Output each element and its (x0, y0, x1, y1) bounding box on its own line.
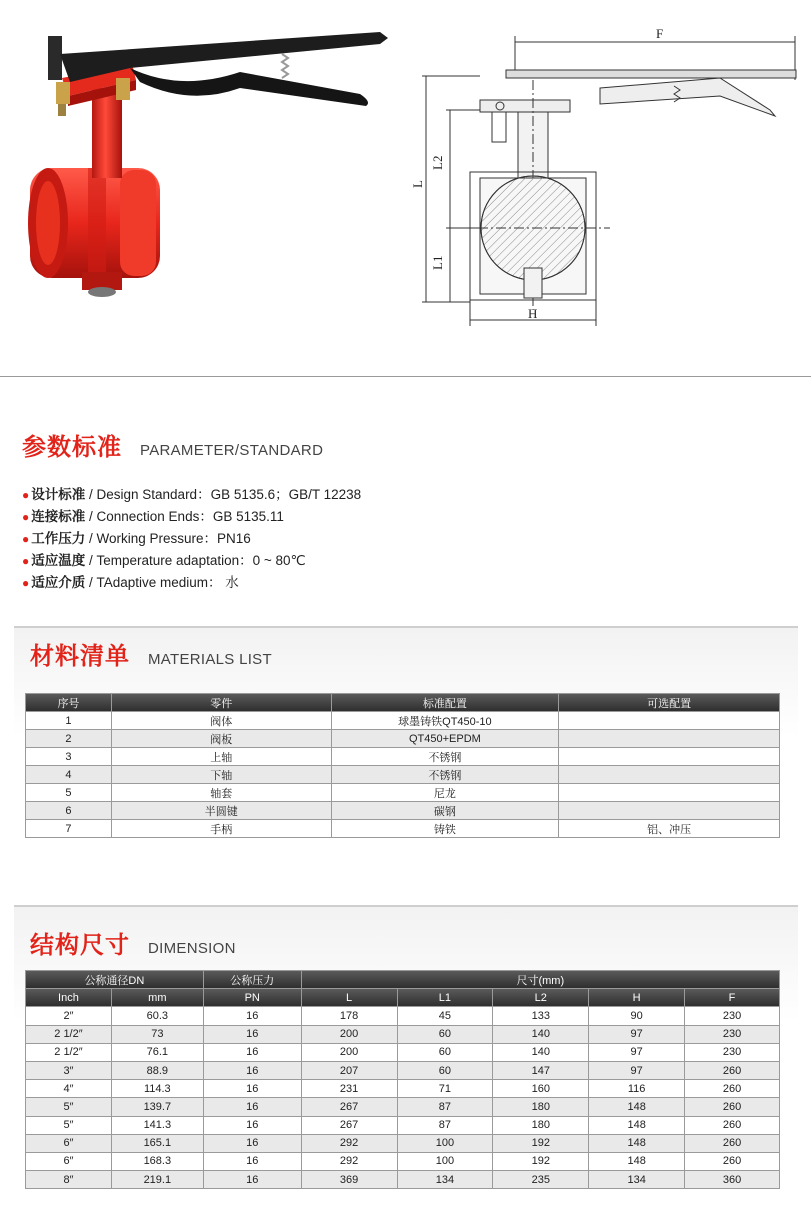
table-cell: 16 (203, 1116, 301, 1134)
materials-section-title (30, 636, 272, 671)
table-cell: 148 (589, 1134, 685, 1152)
dimension-header-pressure: 公称压力 (203, 971, 301, 989)
table-cell: 360 (685, 1171, 780, 1189)
table-cell: 235 (493, 1171, 589, 1189)
table-cell: 139.7 (111, 1098, 203, 1116)
dimension-sub-H: H (589, 989, 685, 1007)
table-cell: 1 (26, 712, 112, 730)
materials-header-standard: 标准配置 (331, 694, 559, 712)
table-cell: 369 (301, 1171, 397, 1189)
table-cell: 165.1 (111, 1134, 203, 1152)
table-cell: 141.3 (111, 1116, 203, 1134)
table-cell: 140 (493, 1025, 589, 1043)
table-cell: 114.3 (111, 1080, 203, 1098)
table-cell: 260 (685, 1061, 780, 1079)
dim-label-L1: L1 (430, 255, 445, 270)
table-cell: 292 (301, 1134, 397, 1152)
table-cell: 116 (589, 1080, 685, 1098)
table-cell: 16 (203, 1152, 301, 1170)
table-cell: 292 (301, 1152, 397, 1170)
table-cell: 180 (493, 1098, 589, 1116)
table-cell: 6″ (26, 1152, 112, 1170)
table-cell: 90 (589, 1007, 685, 1025)
materials-header-part: 零件 (111, 694, 331, 712)
dimension-sub-inch: Inch (26, 989, 112, 1007)
materials-row (26, 748, 780, 766)
table-cell: 207 (301, 1061, 397, 1079)
table-cell: 60 (397, 1025, 493, 1043)
table-cell: 球墨铸铁QT450-10 (331, 712, 559, 730)
materials-row (26, 730, 780, 748)
table-cell: 260 (685, 1152, 780, 1170)
dimension-row (26, 1171, 780, 1189)
dimension-section-title (30, 925, 236, 960)
table-cell: 5″ (26, 1116, 112, 1134)
table-cell: 260 (685, 1134, 780, 1152)
table-cell: 6 (26, 802, 112, 820)
table-cell: 76.1 (111, 1043, 203, 1061)
dimension-sub-L2: L2 (493, 989, 589, 1007)
dim-label-F: F (656, 26, 664, 41)
param-connection-ends: ● 连接标准 / Connection Ends：GB 5135.11 (22, 509, 284, 524)
table-cell: 87 (397, 1116, 493, 1134)
parameter-title-en: PARAMETER/STANDARD (140, 442, 324, 459)
dimension-header-size: 尺寸(mm) (301, 971, 779, 989)
table-cell: 148 (589, 1152, 685, 1170)
table-cell: 16 (203, 1098, 301, 1116)
table-cell: 231 (301, 1080, 397, 1098)
table-cell: 尼龙 (331, 784, 559, 802)
table-cell: 铸铁 (331, 820, 559, 838)
table-cell: 2 1/2″ (26, 1025, 112, 1043)
materials-header-index: 序号 (26, 694, 112, 712)
table-cell: 230 (685, 1025, 780, 1043)
table-cell: 16 (203, 1134, 301, 1152)
table-cell: 不锈钢 (331, 766, 559, 784)
table-cell: 178 (301, 1007, 397, 1025)
valve-photo (20, 20, 400, 310)
dim-label-L2: L2 (430, 155, 445, 170)
table-cell: 100 (397, 1152, 493, 1170)
table-cell: 97 (589, 1025, 685, 1043)
table-cell: 16 (203, 1171, 301, 1189)
table-cell: 87 (397, 1098, 493, 1116)
table-cell (559, 766, 780, 784)
table-cell: 260 (685, 1116, 780, 1134)
dimension-row (26, 1061, 780, 1079)
table-cell: 148 (589, 1098, 685, 1116)
table-cell: 轴套 (111, 784, 331, 802)
table-cell: 230 (685, 1007, 780, 1025)
table-cell: 100 (397, 1134, 493, 1152)
table-cell: 73 (111, 1025, 203, 1043)
table-cell: 4 (26, 766, 112, 784)
table-cell: 2″ (26, 1007, 112, 1025)
table-cell: 16 (203, 1007, 301, 1025)
table-cell: 下轴 (111, 766, 331, 784)
table-cell: 219.1 (111, 1171, 203, 1189)
table-cell: 手柄 (111, 820, 331, 838)
table-cell: 5 (26, 784, 112, 802)
table-cell: 134 (589, 1171, 685, 1189)
table-cell: 97 (589, 1043, 685, 1061)
table-cell: 半圆键 (111, 802, 331, 820)
table-cell: 71 (397, 1080, 493, 1098)
param-medium: ● 适应介质 / TAdaptive medium： 水 (22, 575, 239, 590)
materials-row (26, 802, 780, 820)
dimension-row (26, 1116, 780, 1134)
dimension-row (26, 1007, 780, 1025)
table-cell: 8″ (26, 1171, 112, 1189)
param-temperature: ● 适应温度 / Temperature adaptation：0 ~ 80℃ (22, 553, 306, 568)
materials-row (26, 820, 780, 838)
param-design-standard: ● 设计标准 / Design Standard：GB 5135.6；GB/T 12238 (22, 487, 362, 502)
dimension-sub-L1: L1 (397, 989, 493, 1007)
materials-row (26, 784, 780, 802)
table-cell (559, 784, 780, 802)
table-cell: 16 (203, 1043, 301, 1061)
materials-title-cn: 材料清单 (30, 643, 130, 670)
materials-table (25, 693, 780, 838)
table-cell: 97 (589, 1061, 685, 1079)
table-cell (559, 712, 780, 730)
dimension-row (26, 1134, 780, 1152)
table-cell: 60 (397, 1043, 493, 1061)
table-cell: 铝、冲压 (559, 820, 780, 838)
table-cell: 160 (493, 1080, 589, 1098)
table-cell: 200 (301, 1043, 397, 1061)
table-cell: 148 (589, 1116, 685, 1134)
dimension-sub-mm: mm (111, 989, 203, 1007)
dimension-drawing (410, 20, 805, 335)
table-cell: 180 (493, 1116, 589, 1134)
table-cell: 230 (685, 1043, 780, 1061)
dimension-header-dn: 公称通径DN (26, 971, 204, 989)
materials-row (26, 712, 780, 730)
materials-header-optional: 可选配置 (559, 694, 780, 712)
table-cell: 阀板 (111, 730, 331, 748)
dimension-sub-F: F (685, 989, 780, 1007)
table-cell: 267 (301, 1098, 397, 1116)
table-cell: 200 (301, 1025, 397, 1043)
table-cell (559, 748, 780, 766)
dimension-table (25, 970, 780, 1189)
table-cell: 260 (685, 1098, 780, 1116)
table-cell: 192 (493, 1134, 589, 1152)
dimension-row (26, 1043, 780, 1061)
divider (0, 376, 811, 377)
dimension-title-en: DIMENSION (148, 940, 236, 957)
dimension-title-cn: 结构尺寸 (30, 932, 130, 959)
table-cell: 不锈钢 (331, 748, 559, 766)
dimension-row (26, 1098, 780, 1116)
table-cell: 5″ (26, 1098, 112, 1116)
table-cell: 192 (493, 1152, 589, 1170)
dimension-sub-L: L (301, 989, 397, 1007)
table-cell: 134 (397, 1171, 493, 1189)
table-cell: 260 (685, 1080, 780, 1098)
table-cell: 碳钢 (331, 802, 559, 820)
materials-title-en: MATERIALS LIST (148, 651, 272, 668)
table-cell: 168.3 (111, 1152, 203, 1170)
table-cell: 147 (493, 1061, 589, 1079)
parameter-list (22, 484, 522, 594)
table-cell: 140 (493, 1043, 589, 1061)
table-cell: 60.3 (111, 1007, 203, 1025)
table-cell: 3 (26, 748, 112, 766)
table-cell: 2 (26, 730, 112, 748)
materials-row (26, 766, 780, 784)
table-cell: 45 (397, 1007, 493, 1025)
table-cell: 7 (26, 820, 112, 838)
table-cell: 2 1/2″ (26, 1043, 112, 1061)
table-cell: 16 (203, 1025, 301, 1043)
table-cell: QT450+EPDM (331, 730, 559, 748)
parameter-title-cn: 参数标准 (22, 434, 122, 461)
dimension-sub-pn: PN (203, 989, 301, 1007)
product-hero (0, 0, 811, 370)
dimension-row (26, 1152, 780, 1170)
table-cell: 267 (301, 1116, 397, 1134)
table-cell: 16 (203, 1080, 301, 1098)
param-working-pressure: ● 工作压力 / Working Pressure：PN16 (22, 531, 251, 546)
table-cell (559, 730, 780, 748)
table-cell: 3″ (26, 1061, 112, 1079)
dim-label-H: H (528, 306, 538, 321)
dimension-row (26, 1025, 780, 1043)
table-cell: 4″ (26, 1080, 112, 1098)
dimension-row (26, 1080, 780, 1098)
table-cell: 60 (397, 1061, 493, 1079)
dim-label-L: L (410, 180, 425, 188)
table-cell: 阀体 (111, 712, 331, 730)
table-cell (559, 802, 780, 820)
table-cell: 上轴 (111, 748, 331, 766)
table-cell: 16 (203, 1061, 301, 1079)
parameter-section-title (22, 427, 323, 462)
table-cell: 6″ (26, 1134, 112, 1152)
table-cell: 88.9 (111, 1061, 203, 1079)
table-cell: 133 (493, 1007, 589, 1025)
